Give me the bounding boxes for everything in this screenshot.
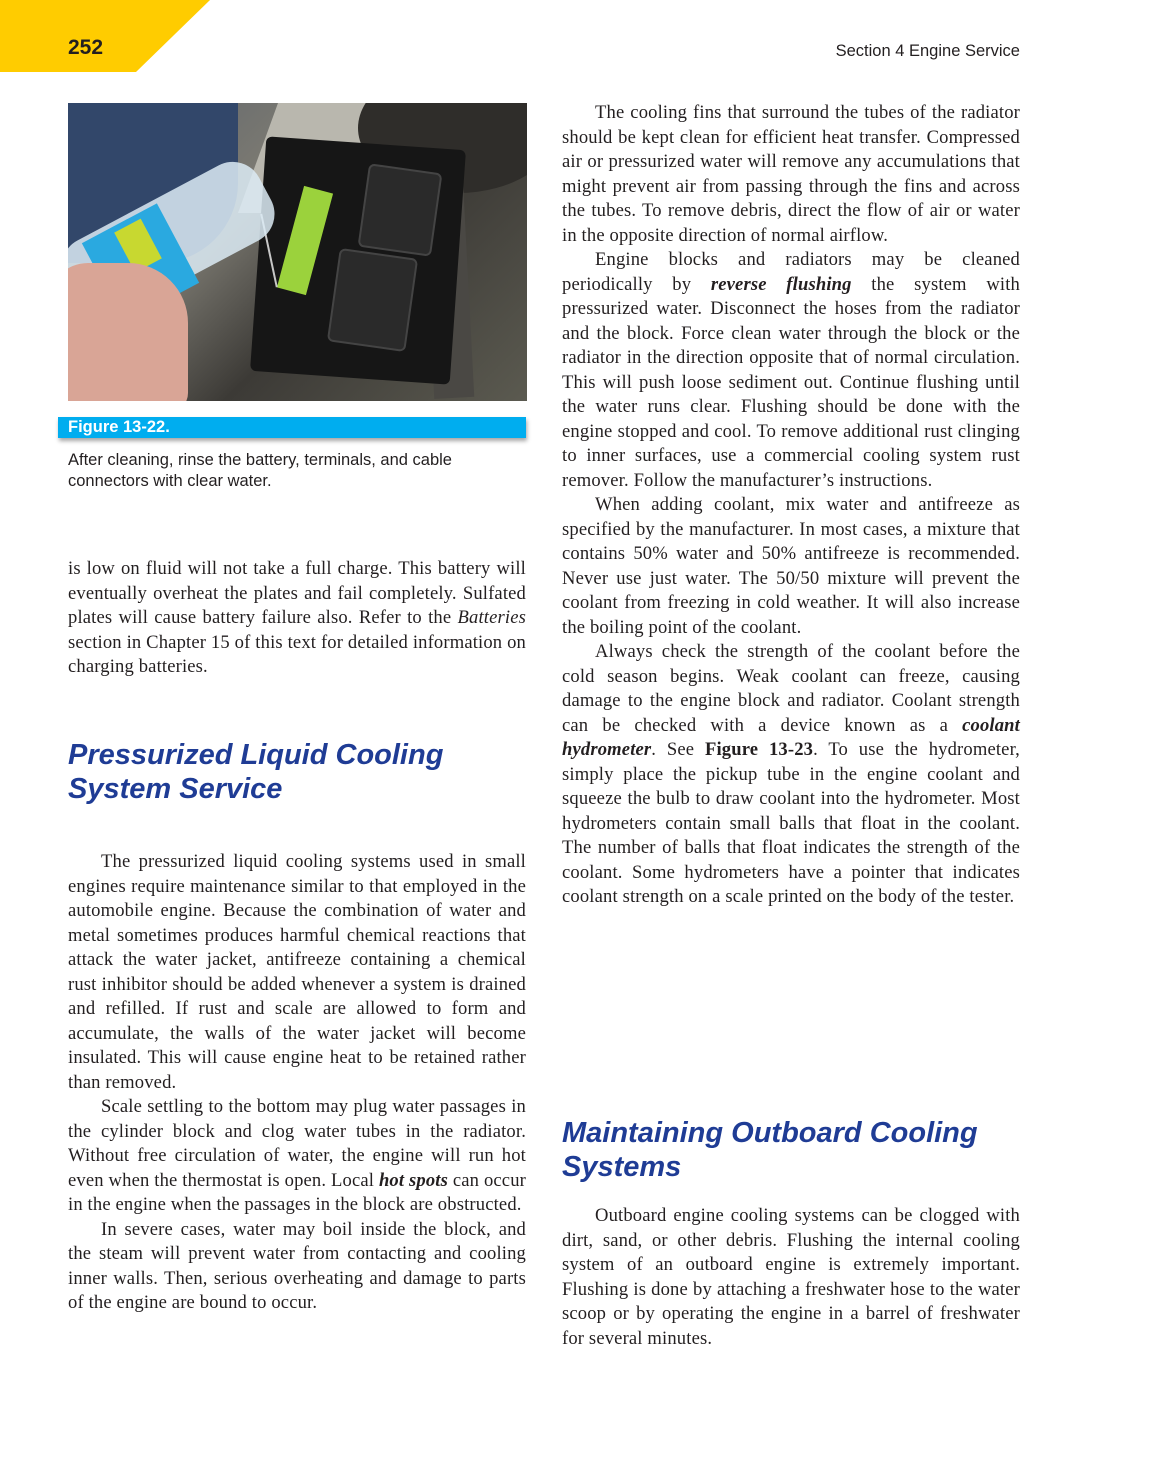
- photo-battery-cap: [327, 248, 418, 352]
- page-corner-tab: [0, 0, 210, 72]
- right-column: [562, 101, 1020, 910]
- paragraph: When adding coolant, mix water and antifreeze as specified by the manufacturer. In most cases, a mixture that contains 50% water and 50% antifreeze is recommended. Never use just water. The 50/50 mixture will prevent the coolant from freezing in cold weather. It will also increase the boiling point of the coolant.: [562, 494, 1020, 638]
- section-heading: Pressurized Liquid Cooling System Service: [68, 739, 444, 805]
- figure-caption: After cleaning, rinse the battery, terminals, and cable connectors with clear water.: [68, 451, 452, 490]
- photo-battery-cap: [358, 163, 443, 256]
- paragraph: The pressurized liquid cooling systems used in small engines require maintenance similar to that employed in the automobile engine. Because the combination of water and metal sometimes produces harmful chemical reactions that attack the water jacket, antifreeze containing a chemical rust inhibitor should be added whenever a system is drained and refilled. If rust and scale are allowed to form and accumulate, the walls of the water jacket will become insulated. This will cause engine heat to be retained rather than removed.: [68, 851, 526, 1093]
- paragraph: Scale settling to the bottom may plug water passages in the cylinder block and clog water tubes in the radiator. Without free circulation of water, the engine will run hot even when the thermostat is open. Local hot spots can occur in the engine when the passages in the block are obstructed.: [68, 1096, 526, 1215]
- page-number: 252: [68, 36, 104, 59]
- key-term: reverse flushing: [710, 273, 852, 295]
- figure-reference[interactable]: Figure 13-23: [704, 739, 814, 760]
- figure-photo: [68, 103, 527, 401]
- section-heading: Maintaining Outboard Cooling Systems: [562, 1117, 978, 1183]
- paragraph: Outboard engine cooling systems can be clogged with dirt, sand, or other debris. Flushing the internal cooling system of an outboard engine is extremely important. Flushing is done by attaching a freshwater hose to the water scoop or by operating the engine in a barrel of freshwater for several minutes.: [562, 1205, 1020, 1349]
- paragraph: In severe cases, water may boil inside the block, and the steam will prevent water from contacting and cooling inner walls. Then, serious overheating and damage to parts of the engine are bound to occur.: [68, 1218, 526, 1313]
- right-section: [562, 1116, 1020, 1351]
- key-term: hot spots: [378, 1169, 449, 1191]
- paragraph: Engine blocks and radiators may be cleaned periodically by reverse flushing the system with pressurized water. Disconnect the hoses from the radiator and the block. Force clean water through the block or the radiator in the direction opposite that of normal circulation. This will push loose sediment out. Continue flushing until the water runs clear. Flushing should be done with the engine stopped and cool. To remove additional rust clinging to inner surfaces, use a commercial cooling system rust remover. Follow the manufacturer’s instructions.: [562, 249, 1020, 491]
- key-term: coolant hydrometer: [562, 714, 1020, 760]
- photo-hand: [68, 263, 188, 401]
- running-head: Section 4 Engine Service: [835, 42, 1020, 60]
- left-column: [68, 557, 526, 680]
- figure-label: Figure 13-22.: [68, 418, 170, 436]
- left-section: [68, 738, 526, 1316]
- continued-paragraph: is low on fluid will not take a full charge. This battery will eventually overheat the plates and fail completely. Sulfated plates will cause battery failure also. Refer to the Batteries section in Chapter 15 of this text for detailed information on charging batteries.: [68, 558, 526, 677]
- paragraph: The cooling fins that surround the tubes of the radiator should be kept clean for efficient heat transfer. Compressed air or pressurized water will remove any accumulations that might prevent air from passing through the fins and across the tubes. To remove debris, direct the flow of air or water in the opposite direction of normal airflow.: [562, 102, 1020, 246]
- paragraph: Always check the strength of the coolant before the cold season begins. Weak coolant can freeze, causing damage to the engine block and radiator. Coolant strength can be checked with a device known as a coolant hydrometer. See Figure 13-23. To use the hydrometer, simply place the pickup tube in the engine coolant and squeeze the bulb to draw coolant into the hydrometer. Most hydrometers contain small balls that float in the coolant. The number of balls that float indicates the strength of the coolant. Some hydrometers have a pointer that indicates coolant strength on a scale printed on the body of the tester.: [562, 641, 1020, 907]
- italic-ref: Batteries: [457, 607, 526, 628]
